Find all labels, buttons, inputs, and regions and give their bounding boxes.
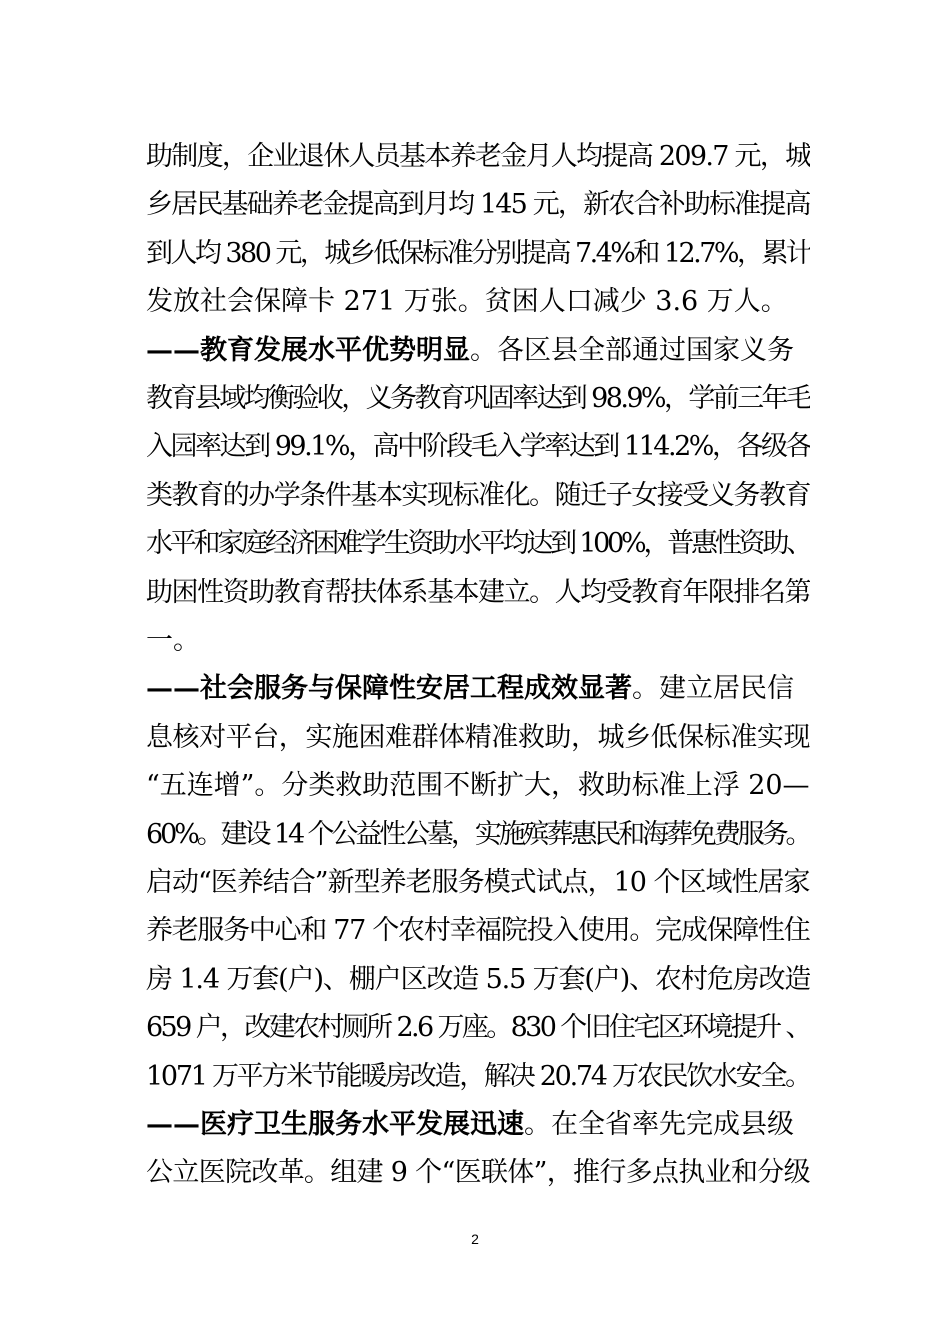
text-line [146, 1156, 810, 1190]
text-line [146, 1060, 810, 1094]
text-run: 助制度，企业退休人员基本养老金月人均提高 209.7 元，城 [146, 141, 810, 172]
text-run: 类教育的办学条件基本实现标准化。随迁子女接受义务教育 [146, 479, 810, 511]
text-line [146, 818, 810, 852]
text-line [146, 237, 810, 271]
text-run: 。各区县全部通过国家义务 [470, 334, 794, 366]
text-line [146, 769, 810, 803]
section-heading: ——社会服务与保障性安居工程成效显著 [146, 673, 632, 705]
text-run: 1071 万平方米节能暖房改造，解决 20.74 万农民饮水安全。 [146, 1060, 810, 1092]
page-number: 2 [471, 1231, 479, 1247]
text-line [146, 914, 810, 948]
text-line [146, 1011, 810, 1045]
section-heading: ——医疗卫生服务水平发展迅速 [146, 1109, 524, 1140]
text-run: 发放社会保障卡 271 万张。贫困人口减少 3.6 万人。 [146, 286, 788, 318]
text-line [146, 140, 810, 174]
text-run: 乡居民基础养老金提高到月均 145 元，新农合补助标准提高 [146, 189, 810, 221]
text-line [146, 334, 810, 368]
text-line [146, 430, 810, 464]
text-line [146, 624, 810, 658]
text-line [146, 1108, 810, 1142]
text-run: 60%。建设 14 个公益性公墓，实施殡葬惠民和海葬免费服务。 [146, 818, 810, 850]
text-line [146, 672, 810, 706]
text-run: 水平和家庭经济困难学生资助水平均达到 100%，普惠性资助、 [146, 528, 810, 560]
text-run: 养老服务中心和 77 个农村幸福院投入使用。完成保障性住 [146, 915, 810, 947]
text-line [146, 866, 810, 900]
text-run: 公立医院改革。组建 9 个“医联体”，推行多点执业和分级 [146, 1157, 810, 1189]
text-run: 教育县域均衡验收，义务教育巩固率达到 98.9%，学前三年毛 [146, 383, 810, 414]
text-run: 。建立居民信 [632, 673, 794, 705]
text-line [146, 721, 810, 755]
text-line [146, 285, 810, 319]
text-run: 一。 [146, 625, 200, 656]
text-line [146, 188, 810, 222]
text-run: 到人均 380 元，城乡低保标准分别提高 7.4%和 12.7%，累计 [146, 237, 810, 269]
text-run: “五连增”。分类救助范围不断扩大，救助标准上浮 20— [146, 770, 810, 802]
text-run: 启动“医养结合”新型养老服务模式试点，10 个区域性居家 [146, 867, 810, 898]
text-line [146, 576, 810, 610]
text-line [146, 963, 810, 997]
text-run: 房 1.4 万套(户)、棚户区改造 5.5 万套(户)、农村危房改造 [146, 963, 810, 995]
text-line [146, 527, 810, 561]
text-run: 息核对平台，实施困难群体精准救助，城乡低保标准实现 [146, 721, 810, 753]
text-run: 入园率达到 99.1%，高中阶段毛入学率达到 114.2%，各级各 [146, 431, 810, 463]
text-run: 659 户，改建农村厕所 2.6 万座。830 个旧住宅区环境提升 、 [146, 1012, 810, 1044]
text-line [146, 479, 810, 513]
text-line [146, 382, 810, 416]
text-run: 。在全省率先完成县级 [524, 1109, 794, 1140]
text-run: 助困性资助教育帮扶体系基本建立。人均受教育年限排名第 [146, 576, 810, 608]
section-heading: ——教育发展水平优势明显 [146, 334, 470, 366]
